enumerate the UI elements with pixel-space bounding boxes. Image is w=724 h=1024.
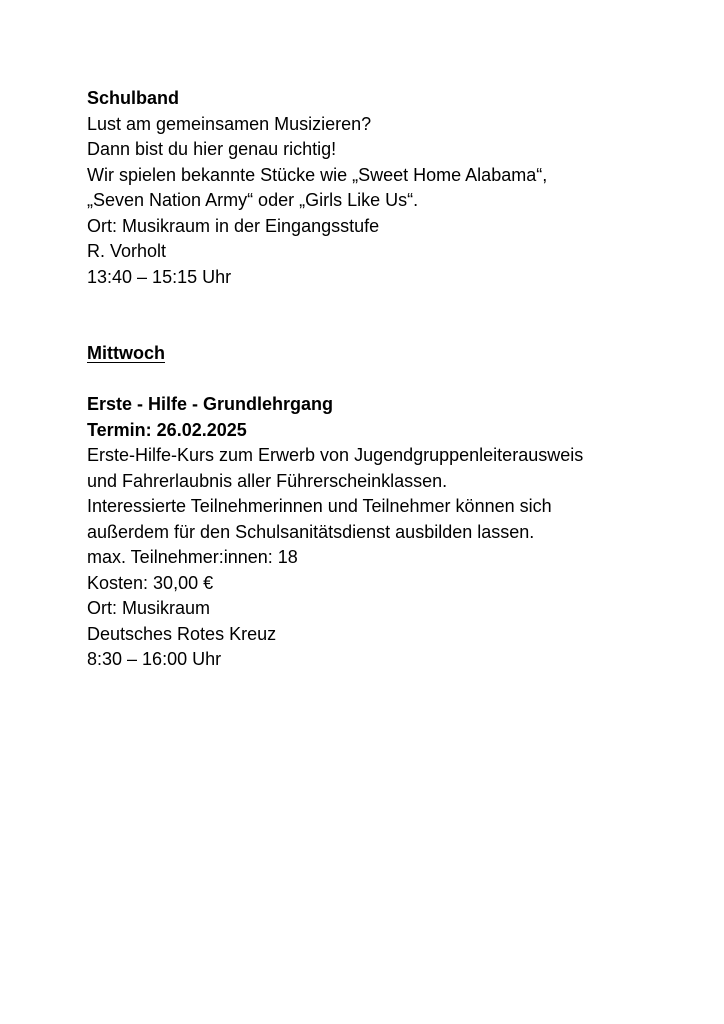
heading-spacer	[87, 367, 687, 393]
schulband-line: Dann bist du hier genau richtig!	[87, 139, 337, 159]
schulband-line: Lust am gemeinsamen Musizieren?	[87, 113, 372, 134]
course-max-participants: max. Teilnehmer:innen: 18	[87, 547, 298, 567]
course-description-line: und Fahrerlaubnis aller Führerscheinklassen.	[87, 470, 448, 491]
course-date: Termin: 26.02.2025	[87, 419, 247, 440]
schulband-teacher: R. Vorholt	[87, 241, 167, 261]
schulband-location: Ort: Musikraum in der Eingangsstufe	[87, 215, 380, 236]
schulband-title: Schulband	[87, 88, 180, 108]
day-heading: Mittwoch	[87, 343, 165, 363]
document-page	[87, 86, 687, 673]
schulband-section	[87, 86, 687, 290]
schulband-line: Wir spielen bekannte Stücke wie „Sweet Home Alabama“,	[87, 164, 548, 185]
course-title: Erste - Hilfe - Grundlehrgang	[87, 394, 334, 414]
schulband-time: 13:40 – 15:15 Uhr	[87, 266, 232, 287]
course-location: Ort: Musikraum	[87, 598, 211, 618]
course-time: 8:30 – 16:00 Uhr	[87, 649, 222, 669]
mittwoch-section	[87, 341, 687, 673]
course-description-line: außerdem für den Schulsanitätsdienst ausbilden lassen.	[87, 521, 535, 542]
course-cost: Kosten: 30,00 €	[87, 572, 214, 593]
course-description-line: Interessierte Teilnehmerinnen und Teilnehmer können sich	[87, 496, 552, 516]
section-spacer	[87, 290, 687, 341]
course-description-line: Erste-Hilfe-Kurs zum Erwerb von Jugendgruppenleiterausweis	[87, 445, 584, 465]
course-organizer: Deutsches Rotes Kreuz	[87, 623, 277, 644]
schulband-line: „Seven Nation Army“ oder „Girls Like Us“.	[87, 190, 419, 210]
